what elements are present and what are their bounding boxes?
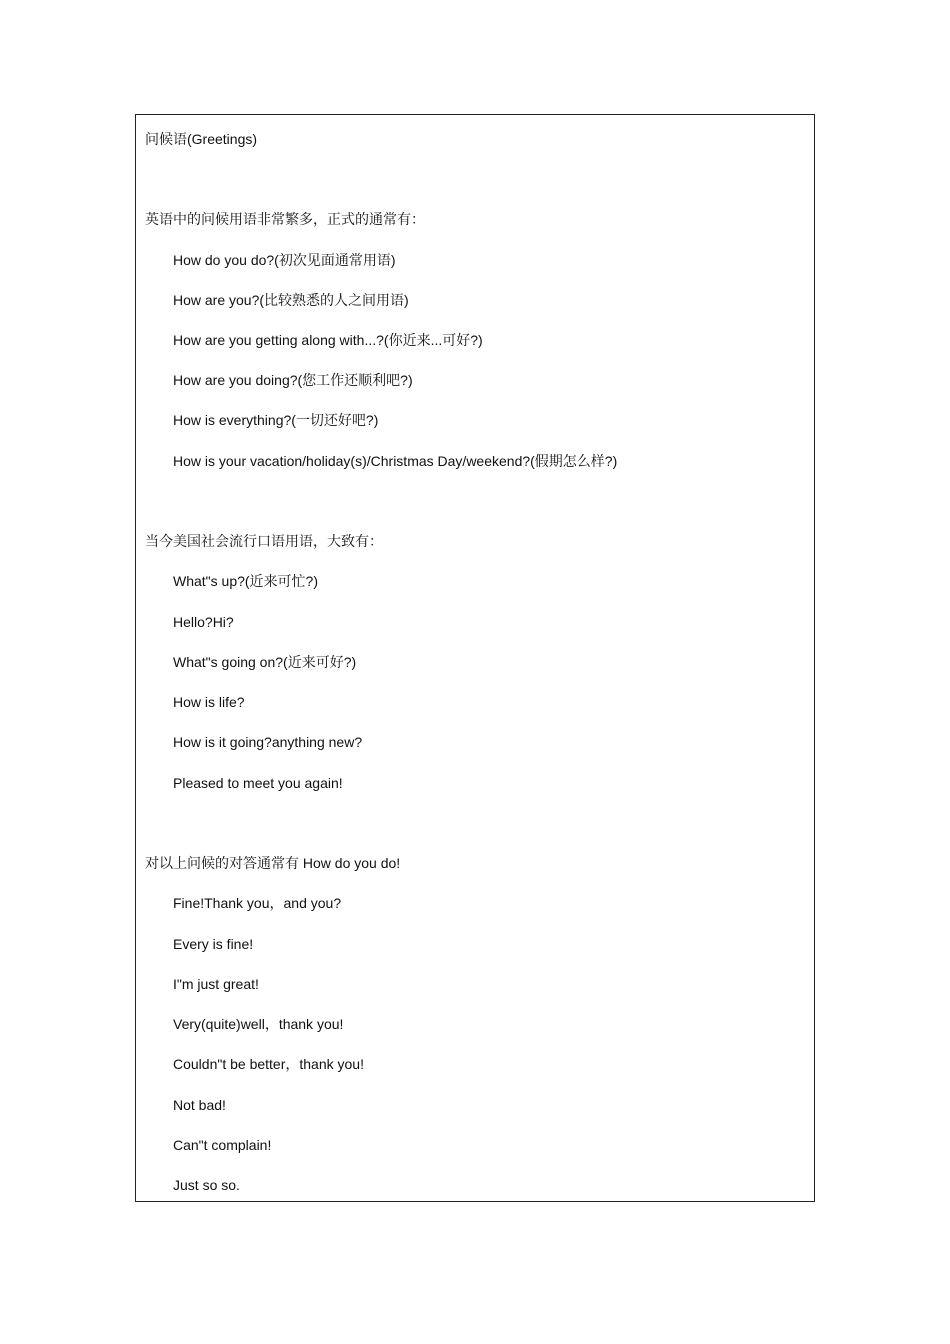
section-heading-spoken: 当今美国社会流行口语用语，大致有：	[145, 533, 383, 549]
section-heading-formal: 英语中的问候用语非常繁多，正式的通常有：	[145, 211, 425, 227]
list-item: Couldn"t be better，thank you!	[173, 1056, 364, 1072]
list-item: What"s going on?(近来可好?)	[173, 654, 357, 670]
list-item: Fine!Thank you，and you?	[173, 895, 342, 911]
list-item: How is everything?(一切还好吧?)	[173, 412, 379, 428]
document-frame	[135, 114, 815, 1202]
list-item: Can"t complain!	[173, 1137, 272, 1153]
list-item: Not bad!	[173, 1097, 226, 1113]
list-item: How are you doing?(您工作还顺利吧?)	[173, 372, 413, 388]
list-item: How is life?	[173, 694, 245, 710]
list-item: How do you do?(初次见面通常用语)	[173, 252, 396, 268]
list-item: Pleased to meet you again!	[173, 775, 343, 791]
list-item: What"s up?(近来可忙?)	[173, 573, 319, 589]
list-item: Just so so.	[173, 1177, 240, 1193]
list-item: Hello?Hi?	[173, 614, 234, 630]
list-item: How are you getting along with...?(你近来...可好?)	[173, 332, 483, 348]
list-item: How is it going?anything new?	[173, 734, 363, 750]
list-item: Every is fine!	[173, 936, 254, 952]
list-item: How are you?(比较熟悉的人之间用语)	[173, 292, 409, 308]
list-item: Very(quite)well，thank you!	[173, 1016, 344, 1032]
list-item: I"m just great!	[173, 976, 259, 992]
list-item: How is your vacation/holiday(s)/Christmas Day/weekend?(假期怎么样?)	[173, 453, 618, 469]
section-heading-responses: 对以上问候的对答通常有 How do you do!	[145, 855, 401, 871]
document-title: 问候语(Greetings)	[145, 131, 258, 147]
